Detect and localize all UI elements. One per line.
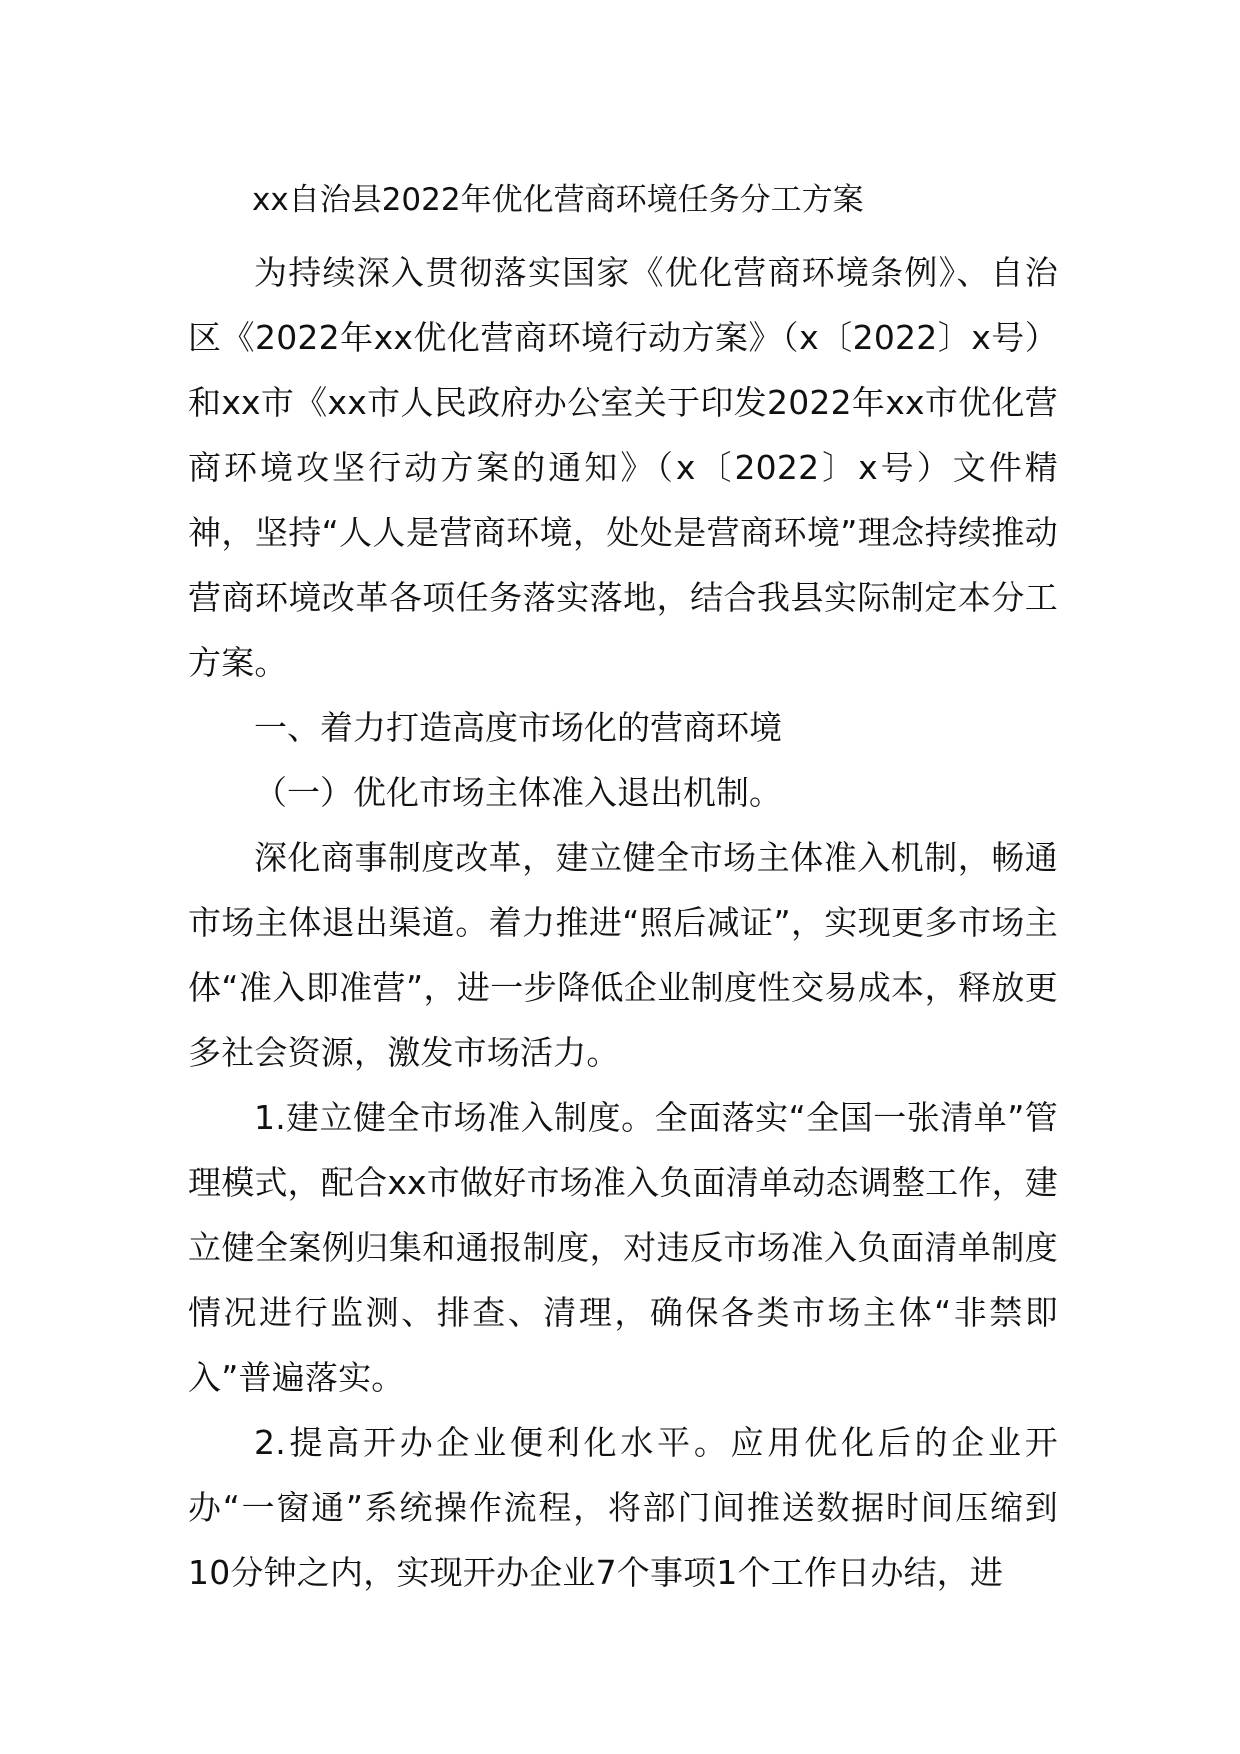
subsection-heading: （一）优化市场主体准入退出机制。 (254, 773, 782, 812)
section-heading: 一、着力打造高度市场化的营商环境 (254, 708, 782, 747)
item-2-paragraph: 2.提高开办企业便利化水平。应用优化后的企业开办“一窗通”系统操作流程，将部门间推送数据时间压缩到10分钟之内，实现开办企业7个事项1个工作日办结，进 (188, 1423, 1058, 1592)
item-1-paragraph: 1.建立健全市场准入制度。全面落实“全国一张清单”管理模式，配合xx市做好市场准入负面清单动态调整工作，建立健全案例归集和通报制度，对违反市场准入负面清单制度情况进行监测、排查、清理，确保各类市场主体“非禁即入”普遍落实。 (188, 1098, 1058, 1397)
intro-paragraph: 为持续深入贯彻落实国家《优化营商环境条例》、自治区《2022年xx优化营商环境行动方案》（x〔2022〕x号）和xx市《xx市人民政府办公室关于印发2022年xx市优化营商环境攻坚行动方案的通知》（x〔2022〕x号）文件精神，坚持“人人是营商环境，处处是营商环境”理念持续推动营商环境改革各项任务落实落地，结合我县实际制定本分工方案。 (188, 253, 1058, 682)
document-title: xx自治县2022年优化营商环境任务分工方案 (252, 182, 864, 218)
subsection-paragraph: 深化商事制度改革，建立健全市场主体准入机制，畅通市场主体退出渠道。着力推进“照后减证”，实现更多市场主体“准入即准营”，进一步降低企业制度性交易成本，释放更多社会资源，激发市场活力。 (188, 838, 1058, 1072)
document-page (188, 168, 1058, 1605)
